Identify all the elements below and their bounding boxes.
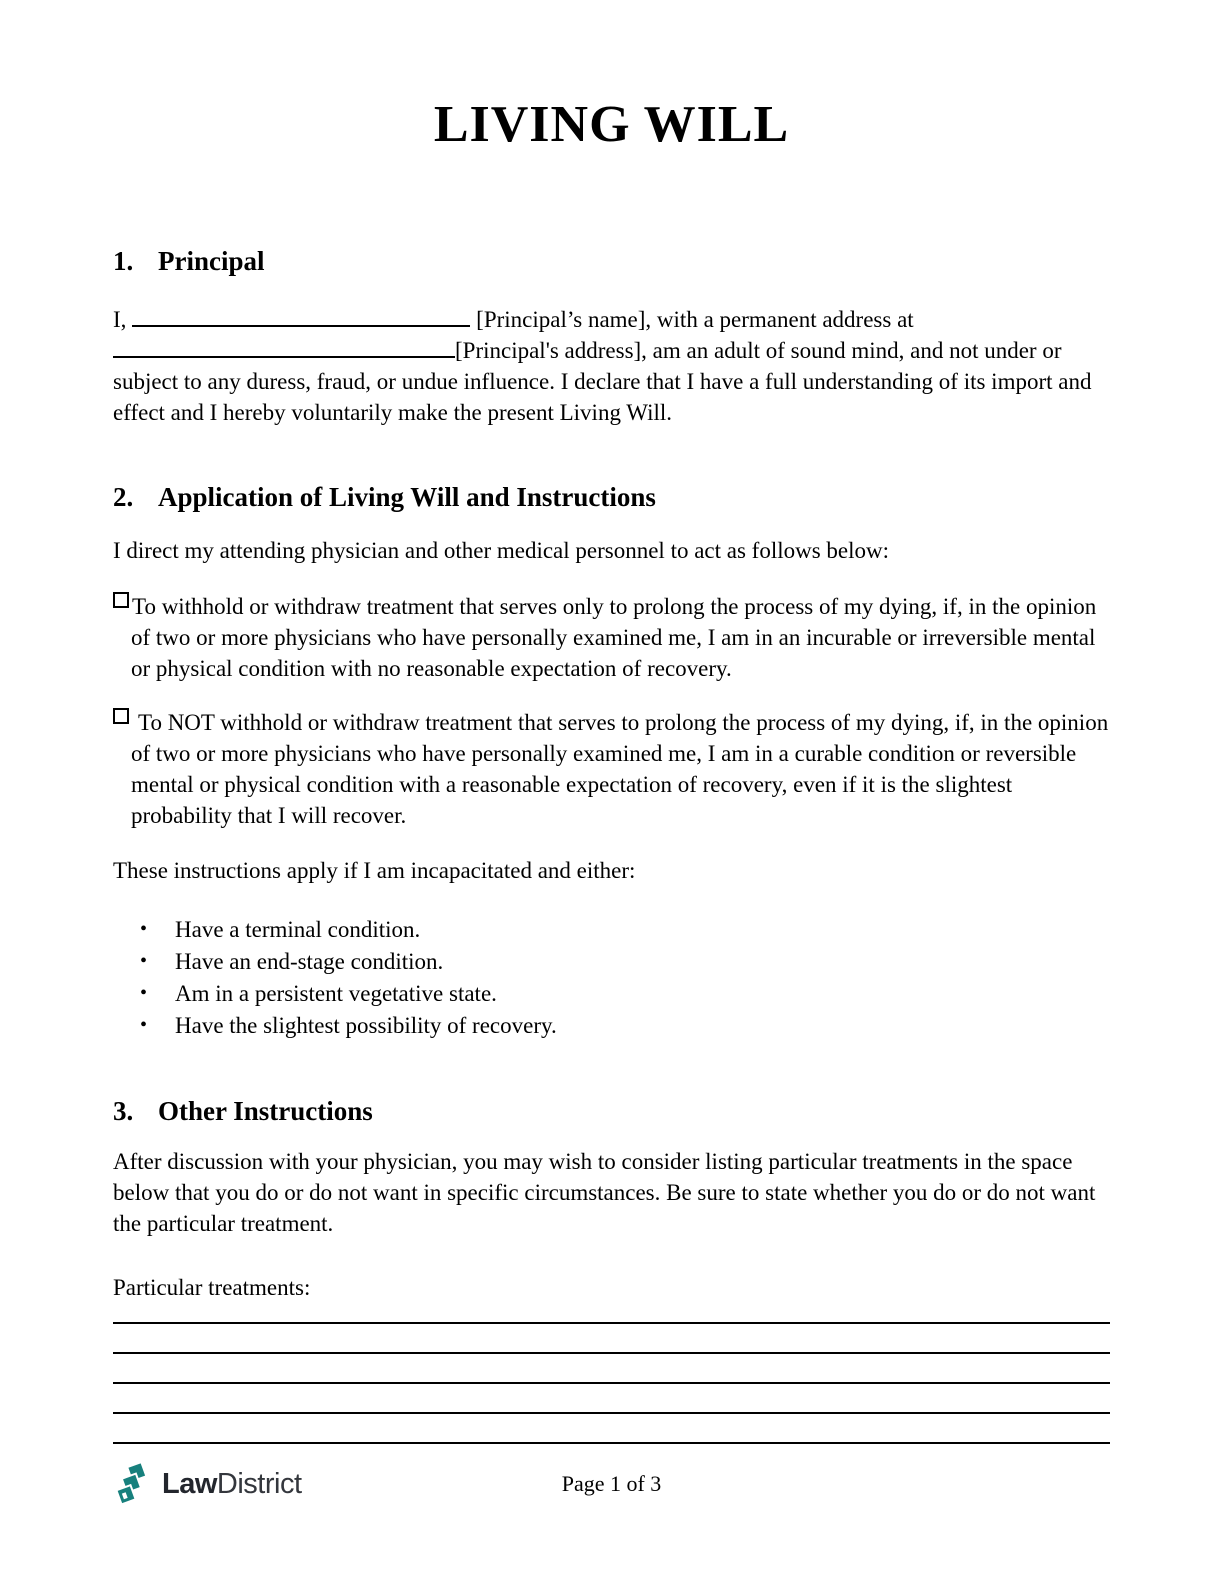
condition-item: • Am in a persistent vegetative state. [113,978,1110,1010]
writing-line[interactable] [113,1354,1110,1384]
lawdistrict-logo-icon [113,1463,155,1505]
section-2-number: 2. [113,482,134,512]
section-1-heading [113,243,1110,279]
option-withhold-label: To withhold or withdraw treatment that serves only to prolong the process of my dying, if, in the opinion of two or more physicians who have personally examined me, I am in an incurable or irreversible mental or physical condition with no reasonable expectation of recovery. [131,594,1097,681]
section-2-heading [113,479,1110,515]
option-not-withhold-label: To NOT withhold or withdraw treatment that serves to prolong the process of my dying, if, in the opinion of two or more physicians who have personally examined me, I am in a curable condition or reversible mental or physical condition with a reasonable expectation of recovery, even if it is the slightest probability that I will recover. [131,710,1109,828]
logo-district-part: District [216,1467,302,1500]
page-footer [113,1461,1110,1507]
option-withhold-treatment [113,591,1110,684]
checkbox-not-withhold-treatment[interactable] [113,708,129,724]
condition-item: • Have an end-stage condition. [113,946,1110,978]
section-3-title: Other Instructions [158,1096,373,1126]
writing-line[interactable] [113,1414,1110,1444]
document-title: LIVING WILL [433,96,790,153]
principal-address-label: [Principal's address], am an adult of sound mind, and not under or subject to any duress, fraud, or undue influence. I declare that I have a full understanding of its import and effect and I hereby voluntarily make the present Living Will. [113,338,1092,425]
other-instructions-body: After discussion with your physician, you may wish to consider listing particular treatments in the space below that you do or do not want in specific circumstances. Be sure to state whether you do or do not want the particular treatment. [113,1149,1096,1236]
lawdistrict-logo-text [162,1468,302,1501]
section-2-title: Application of Living Will and Instructions [158,482,656,512]
application-intro: I direct my attending physician and other medical personnel to act as follows below: [113,538,890,563]
particular-treatments-label: Particular treatments: [113,1275,311,1300]
section-1-title: Principal [158,246,265,276]
conditions-intro: These instructions apply if I am incapacitated and either: [113,858,636,883]
condition-item: • Have the slightest possibility of recovery. [113,1010,1110,1042]
section-3-heading [113,1093,1110,1129]
conditions-list [113,914,1110,1042]
principal-name-blank[interactable] [132,321,470,327]
checkbox-withhold-treatment[interactable] [113,592,129,608]
writing-line[interactable] [113,1324,1110,1354]
writing-line[interactable] [113,1303,1110,1324]
section-3-number: 3. [113,1096,134,1126]
lawdistrict-logo [113,1463,302,1505]
principal-paragraph [113,304,1110,428]
logo-law-part: Law [162,1467,217,1500]
option-not-withhold-treatment [113,707,1110,831]
page-indicator: Page 1 of 3 [561,1471,662,1496]
condition-item: • Have a terminal condition. [113,914,1110,946]
section-1-number: 1. [113,246,134,276]
principal-name-label: [Principal’s name], with a permanent address at [476,307,914,332]
particular-treatments-writing-area [113,1303,1110,1444]
principal-address-blank[interactable] [113,352,455,358]
principal-intro-prefix: I, [113,307,127,332]
writing-line[interactable] [113,1384,1110,1414]
